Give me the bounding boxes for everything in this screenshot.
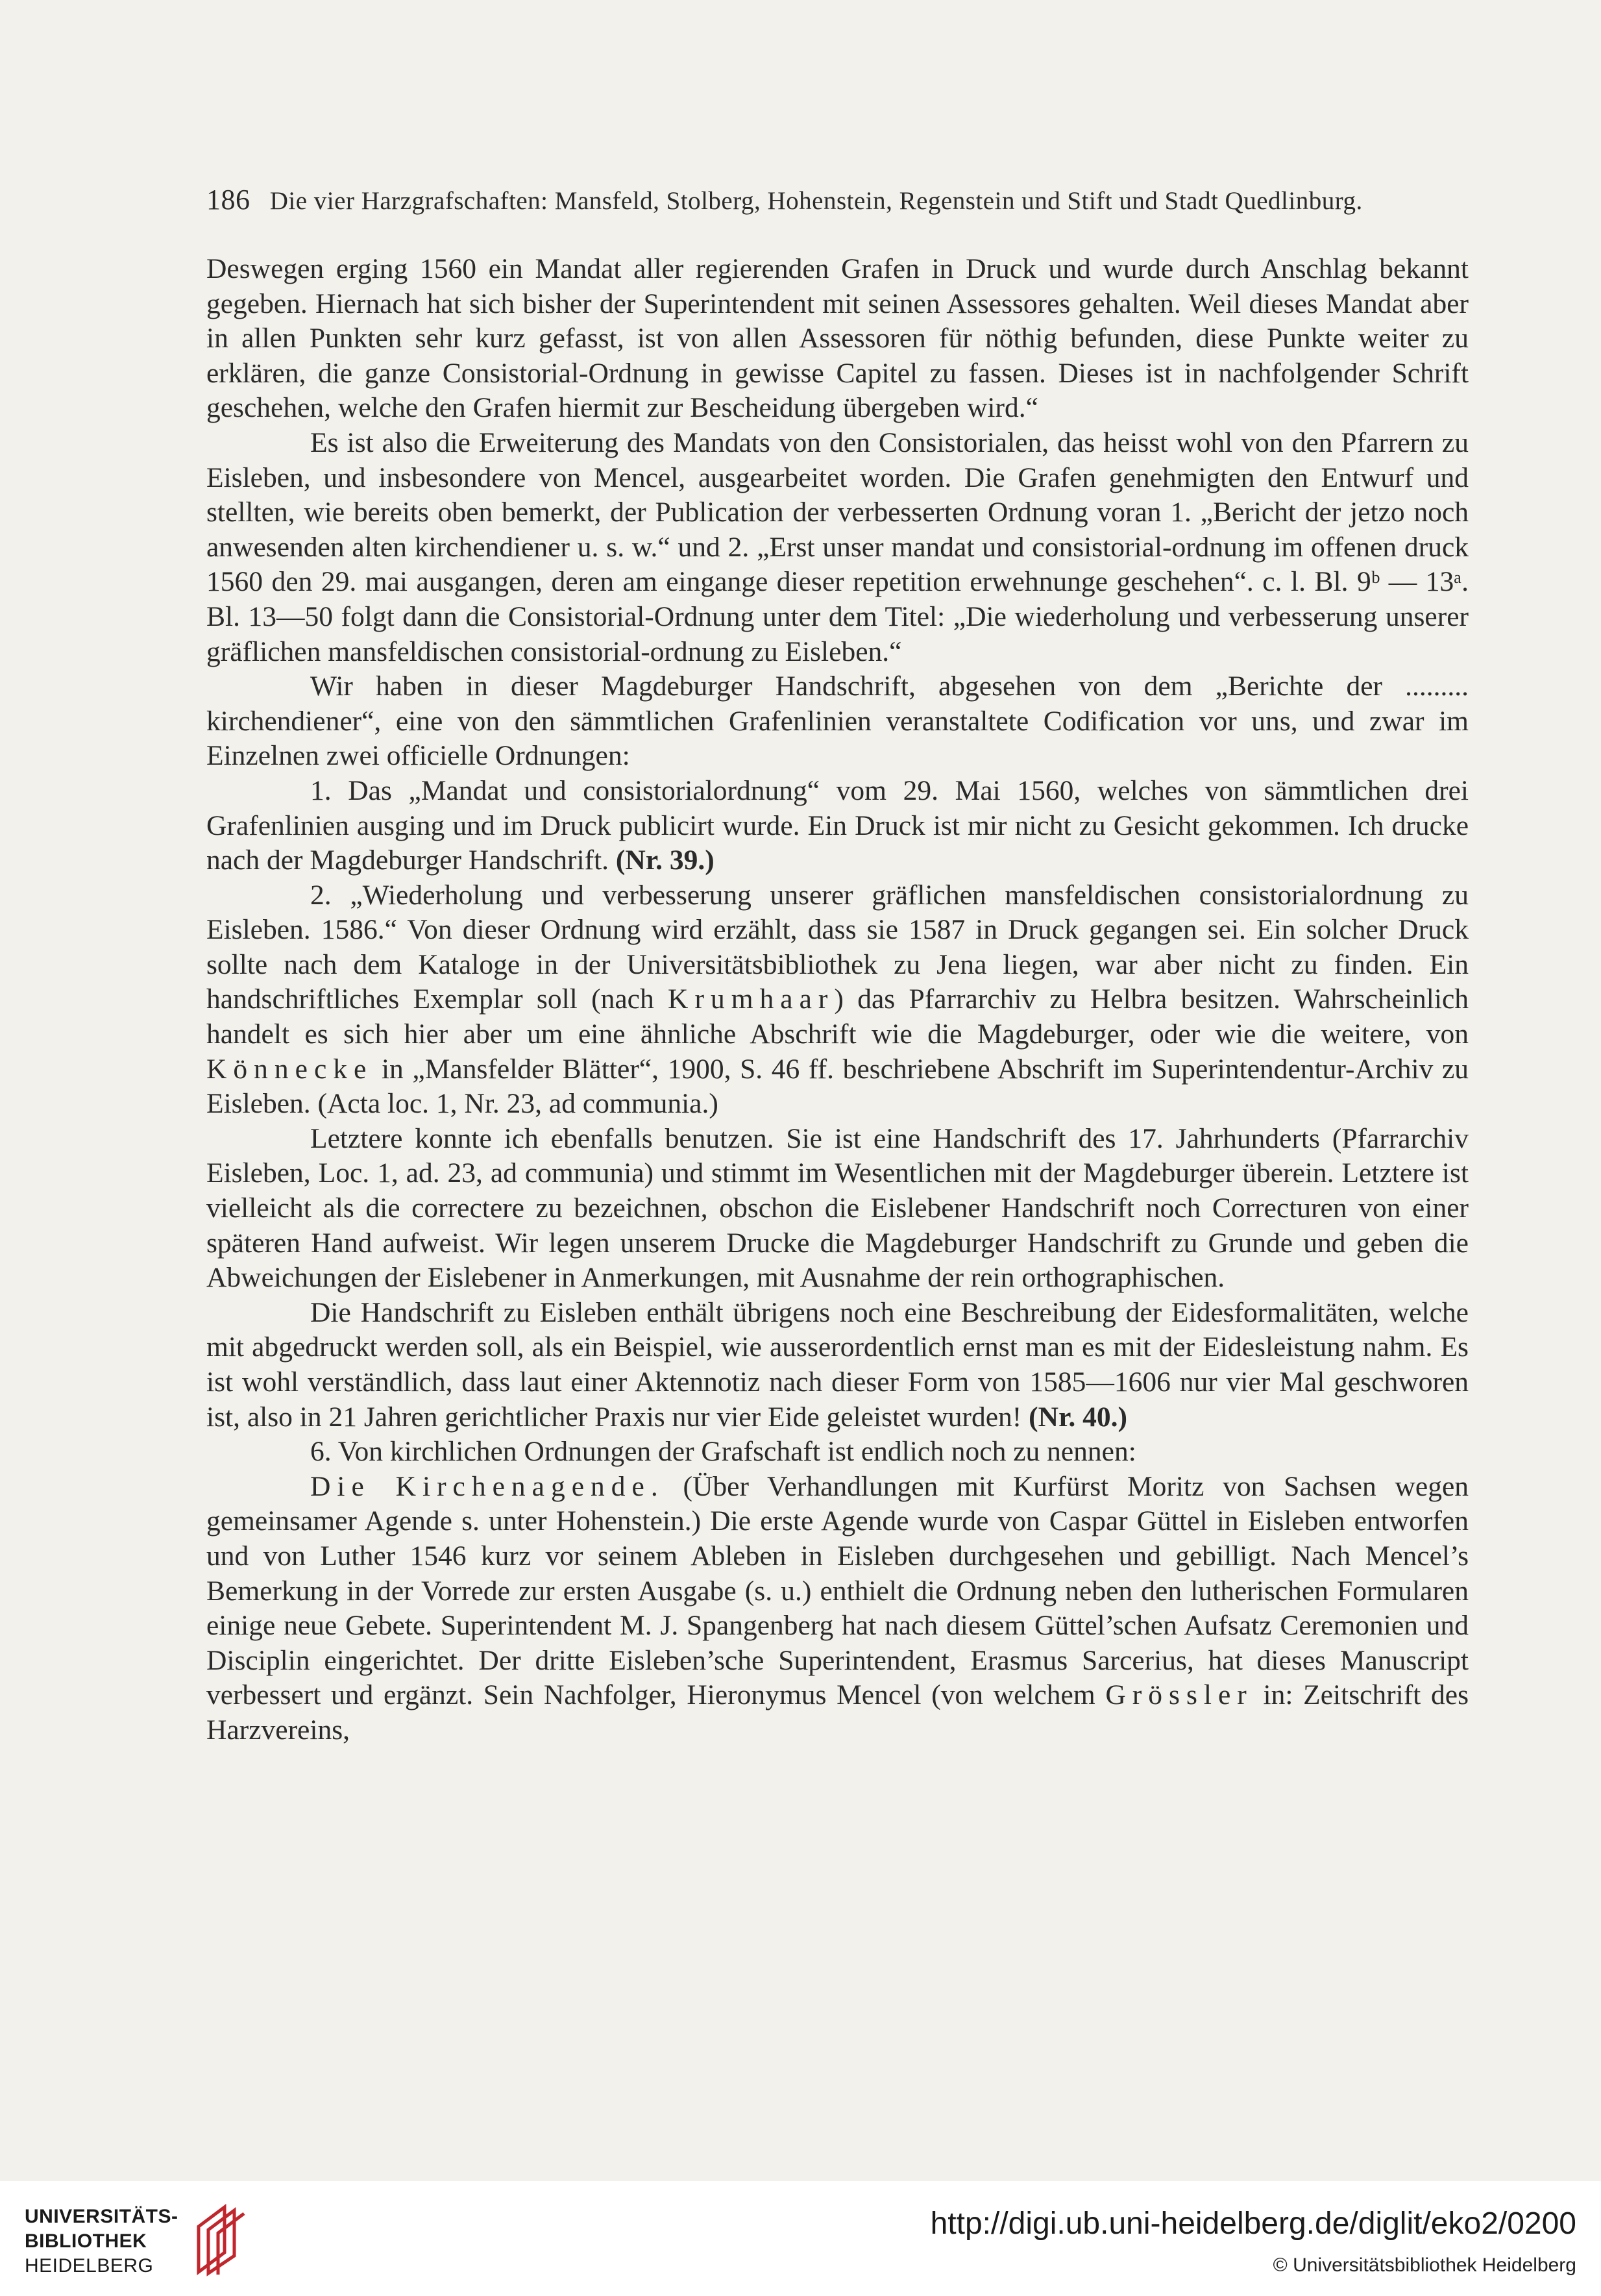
paragraph-7 [206, 1296, 1469, 1435]
library-emblem-icon [186, 2201, 251, 2278]
library-logo[interactable] [25, 2201, 284, 2278]
paragraph-text: 1. Das „Mandat und consistorialordnung“ vom 29. Mai 1560, welches von sämmtlichen drei Grafenlinien ausging und im Druck publicirt wurde. Ein Druck ist mir nicht zu Gesicht gekommen. Ich drucke nach der Magdeburger Handschrift. [206, 774, 1469, 876]
paragraph-8 [206, 1435, 1469, 1470]
spaced-name: Krumhaar [668, 983, 835, 1015]
paragraph-text: Deswegen erging 1560 ein Mandat aller regierenden Grafen in Druck und wurde durch Anschlag bekannt gegeben. Hiernach hat sich bisher der Superintendent mit seinen Assessores gehalten. Weil dieses Mandat aber in allen Punkten sehr kurz gefasst, ist von allen Assessoren für nöthig befunden, diese Punkte weiter zu erklären, die ganze Consistorial-Ordnung in gewisse Capitel zu fassen. Dieses ist in nachfolgender Schrift geschehen, welche den Grafen hiermit zur Bescheidung übergeben wird.“ [206, 253, 1469, 424]
paragraph-5 [206, 878, 1469, 1122]
permalink-url[interactable]: http://digi.ub.uni-heidelberg.de/diglit/eko2/0200 [930, 2206, 1576, 2241]
running-header [206, 183, 1472, 222]
paragraph-text: Letztere konnte ich ebenfalls benutzen. Sie ist eine Handschrift des 17. Jahrhunderts (Pfarrarchiv Eisleben, Loc. 1, ad. 23, ad communia) und stimmt im Wesentlichen mit der Magdeburger überein. Letztere ist vielleicht als die correctere zu bezeichnen, obschon die Eislebener Handschrift noch Correcturen von einer späteren Hand aufweist. Wir legen unserem Drucke die Magdeburger Handschrift zu Grunde und geben die Abweichungen der Eislebener in Anmerkungen, mit Ausnahme der rein orthographischen. [206, 1122, 1469, 1294]
paragraph-text: Wir haben in dieser Magdeburger Handschrift, abgesehen von dem „Berichte der ......... kirchendiener“, eine von den sämmtlichen Grafenlinien veranstaltete Codification vor uns, und zwar im Einzelnen zwei officielle Ordnungen: [206, 671, 1469, 772]
paragraph-9 [206, 1470, 1469, 1748]
paragraph-2 [206, 426, 1469, 669]
document-reference: (Nr. 39.) [615, 845, 715, 876]
paragraph-text: in „Mansfelder Blätter“, 1900, S. 46 ff. beschriebene Abschrift im Superintendentur-Archiv zu Eisleben. (Acta loc. 1, Nr. 23, ad communia.) [206, 1053, 1469, 1120]
logo-line-2: BIBLIOTHEK [25, 2230, 147, 2252]
paragraph-1 [206, 252, 1469, 426]
library-footer [0, 2181, 1601, 2296]
spaced-name: Könnecke [206, 1053, 373, 1085]
paragraph-4 [206, 774, 1469, 878]
copyright-notice: © Universitätsbibliothek Heidelberg [1273, 2254, 1576, 2276]
paragraph-3 [206, 669, 1469, 774]
paragraph-text: (Über Verhandlungen mit Kurfürst Moritz von Sachsen wegen gemeinsamer Agende s. unter Hohenstein.) Die erste Agende wurde von Caspar Güttel in Eisleben entworfen und von Luther 1546 kurz vor seinem Ableben in Eisleben durchgesehen und gebilligt. Nach Mencel’s Bemerkung in der Vorrede zur ersten Ausgabe (s. u.) enthielt die Ordnung neben den lutherischen Formularen einige neue Gebete. Superintendent M. J. Spangenberg hat nach diesem Güttel’schen Aufsatz Ceremonien und Disciplin eingerichtet. Der dritte Eisleben’sche Superintendent, Erasmus Sarcerius, hat dieses Manuscript verbessert und ergänzt. Sein Nachfolger, Hieronymus Mencel (von welchem [206, 1470, 1469, 1711]
spaced-heading: Die Kirchenagende. [310, 1470, 665, 1502]
paragraph-text: ) das Pfarrarchiv zu Helbra besitzen. Wahrscheinlich handelt es sich hier aber um eine ähnliche Abschrift wie die Magdeburger, oder wie die weitere, von [206, 983, 1469, 1050]
paragraph-text: 6. Von kirchlichen Ordnungen der Grafschaft ist endlich noch zu nennen: [310, 1436, 1136, 1468]
paragraph-text: Es ist also die Erweiterung des Mandats von den Consistorialen, das heisst wohl von den Pfarrern zu Eisleben, und insbesondere von Mencel, ausgearbeitet worden. Die Grafen genehmigten den Entwurf und stellten, wie bereits oben bemerkt, der Publication der verbesserten Ordnung voran 1. „Bericht der jetzo noch anwesenden alten kirchendiener u. s. w.“ und 2. „Erst unser mandat und consistorial-ordnung im offenen druck 1560 den 29. mai ausgangen, deren am eingange dieser repetition erwehnunge geschehen“. c. l. Bl. 9ᵇ — 13ᵃ. Bl. 13—50 folgt dann die Consistorial-Ordnung unter dem Titel: „Die wiederholung und verbesserung unserer gräflichen mansfeldischen consistorial-ordnung zu Eisleben.“ [206, 426, 1469, 667]
paragraph-text: in: Zeitschrift des Harzvereins, [206, 1679, 1469, 1746]
paragraph-6 [206, 1122, 1469, 1296]
page-number: 186 [206, 184, 251, 216]
paragraph-text: 2. „Wiederholung und verbesserung unserer gräflichen mansfeldischen consistorialordnung zu Eisleben. 1586.“ Von dieser Ordnung wird erzählt, dass sie 1587 in Druck gegangen sei. Ein solcher Druck sollte nach dem Kataloge in der Universitätsbibliothek zu Jena liegen, war aber nicht zu finden. Ein handschriftliches Exemplar soll (nach [206, 879, 1469, 1015]
document-reference: (Nr. 40.) [1029, 1401, 1127, 1433]
paragraph-text: Die Handschrift zu Eisleben enthält übrigens noch eine Beschreibung der Eidesformalitäten, welche mit abgedruckt werden soll, als ein Beispiel, wie ausserordentlich ernst man es mit der Eidesleistung nahm. Es ist wohl verständlich, dass laut einer Aktennotiz nach dieser Form von 1585—1606 nur vier Mal geschworen ist, also in 21 Jahren gerichtlicher Praxis nur vier Eide geleistet wurden! [206, 1296, 1469, 1433]
logo-line-3: HEIDELBERG [25, 2255, 154, 2277]
logo-line-1: UNIVERSITÄTS- [25, 2206, 178, 2227]
body-text [206, 252, 1469, 1748]
spaced-name: Grössler [1105, 1679, 1253, 1711]
running-title: Die vier Harzgrafschaften: Mansfeld, Stolberg, Hohenstein, Regenstein und Stift und Stadt Quedlinburg. [269, 187, 1363, 215]
